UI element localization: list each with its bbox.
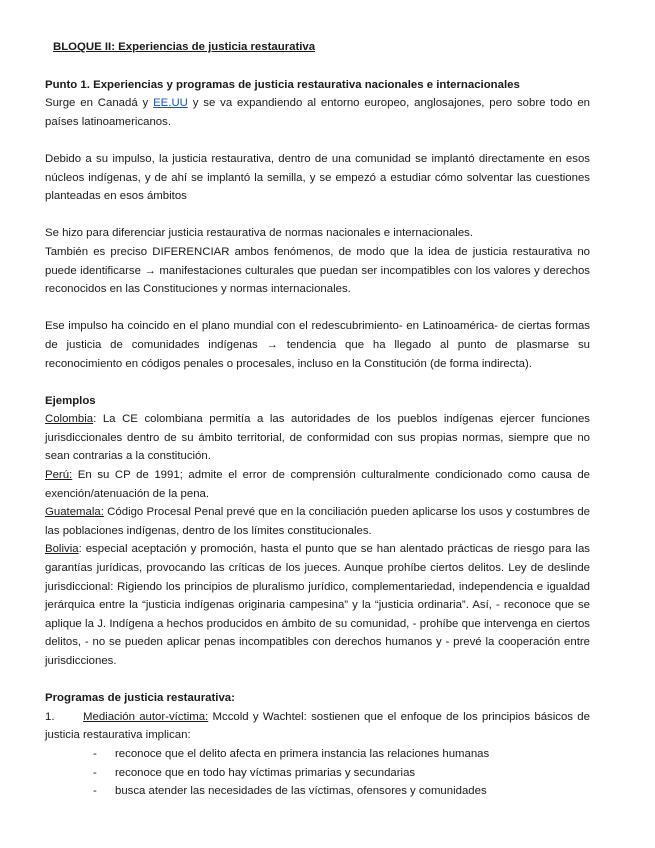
section-ejemplos: [45, 392, 590, 671]
peru-text: En su CP de 1991; admite el error de comprensión culturalmente condicionado como causa de exención/atenuación de la pena.: [45, 469, 590, 500]
section-punto-1: [45, 76, 590, 374]
section-programas: [45, 689, 590, 801]
punto-1-p1-text-before: Surge en Canadá y: [45, 97, 154, 110]
list-item: - reconoce que el delito afecta en primera instancia las relaciones humanas: [45, 745, 590, 764]
punto-1-paragraph-3b: También es preciso DIFERENCIAR ambos fenómenos, de modo que la idea de justicia restaurativa no puede identificarse → manifestaciones culturales que puedan ser incompatibles con los valores y derechos reconocidos en las Constituciones y normas internacionales.: [45, 245, 590, 296]
spacer: [45, 206, 590, 225]
programas-heading: Programas de justicia restaurativa:: [45, 692, 235, 705]
document-content: [45, 38, 590, 801]
spacer: [45, 299, 590, 318]
ejemplo-colombia: [45, 410, 590, 466]
programa-item-1: [45, 708, 590, 745]
bolivia-text: : especial aceptación y promoción, hasta el punto que se han alentado prácticas de riesgo para las garantías jurídicas, provocando las críticas de los jueces. Aunque prohíbe ciertos delitos. Ley de deslinde jurisdiccional: Rigiendo los principios de pluralismo jurídico, complementariedad, independencia e igualdad jerárquica entre la “justicia indígenas originaria campesina” y la “justicia ordinaria”. Así, - reconoce que se aplique la J. Indígena a hechos producidos en ámbito de su comunidad, - prohíbe que intervenga en ciertos delitos, - no se pueden aplicar penas incompatibles con derechos humanos y - prevé la cooperación entre jurisdicciones.: [45, 543, 590, 667]
punto-1-paragraph-1: [45, 94, 590, 131]
ejemplo-bolivia: [45, 540, 590, 670]
eeuu-link[interactable]: EE.UU: [153, 97, 188, 110]
bolivia-label: Bolivia: [45, 543, 79, 556]
colombia-text: : La CE colombiana permitía a las autoridades de los pueblos indígenas ejercer funciones jurisdiccionales dentro de su ámbito territorial, de conformidad con sus propias normas, siempre que no sean contrarias a la constitución.: [45, 413, 590, 463]
punto-1-paragraph-3a: Se hizo para diferenciar justicia restaurativa de normas nacionales e internacionales.: [45, 227, 474, 240]
mediacion-label: Mediación autor-víctima:: [83, 710, 209, 723]
mediacion-text: Mccold y Wachtel: sostienen que el enfoque de los principios básicos de justicia restaurativa implican:: [45, 710, 590, 742]
punto-1-paragraph-4: Ese impulso ha coincido en el plano mundial con el redescubrimiento- en Latinoamérica- de ciertas formas de justicia de comunidades indígenas → tendencia que ha llegado al punto de plasmarse su reconocimiento en códigos penales o procesales, incluso en la Constitución (de forma indirecta).: [45, 320, 590, 370]
ejemplos-heading: Ejemplos: [45, 394, 96, 407]
item-number: 1.: [45, 710, 55, 723]
list-item: - reconoce que en todo hay víctimas primarias y secundarias: [45, 764, 590, 783]
spacer: [45, 671, 590, 690]
guatemala-text: Código Procesal Penal prevé que en la conciliación pueden aplicarse los usos y costumbres de las poblaciones indígenas, dentro de los límites constitucionales.: [45, 506, 590, 537]
ejemplo-guatemala: [45, 503, 590, 540]
principios-list: [45, 745, 590, 801]
ejemplo-peru: [45, 466, 590, 503]
guatemala-label: Guatemala:: [45, 506, 104, 519]
list-item: - busca atender las necesidades de las víctimas, ofensores y comunidades: [45, 782, 590, 801]
peru-label: Perú:: [45, 469, 73, 482]
document-title: BLOQUE II: Experiencias de justicia restaurativa: [53, 41, 316, 53]
spacer: [45, 373, 590, 392]
punto-1-p1-text-after: y se va expandiendo al entorno europeo, anglosajones, pero sobre todo en países latinoamericanos.: [45, 97, 590, 128]
punto-1-paragraph-2: Debido a su impulso, la justicia restaurativa, dentro de una comunidad se implantó directamente en esos núcleos indígenas, y de ahí se implantó la semilla, y se empezó a estudiar cómo solventar las cuestiones planteadas en esos ámbitos: [45, 152, 590, 203]
colombia-label: Colombia: [45, 413, 94, 426]
spacer: [45, 131, 590, 150]
punto-1-heading: Punto 1. Experiencias y programas de justicia restaurativa nacionales e internacionales: [45, 78, 520, 91]
